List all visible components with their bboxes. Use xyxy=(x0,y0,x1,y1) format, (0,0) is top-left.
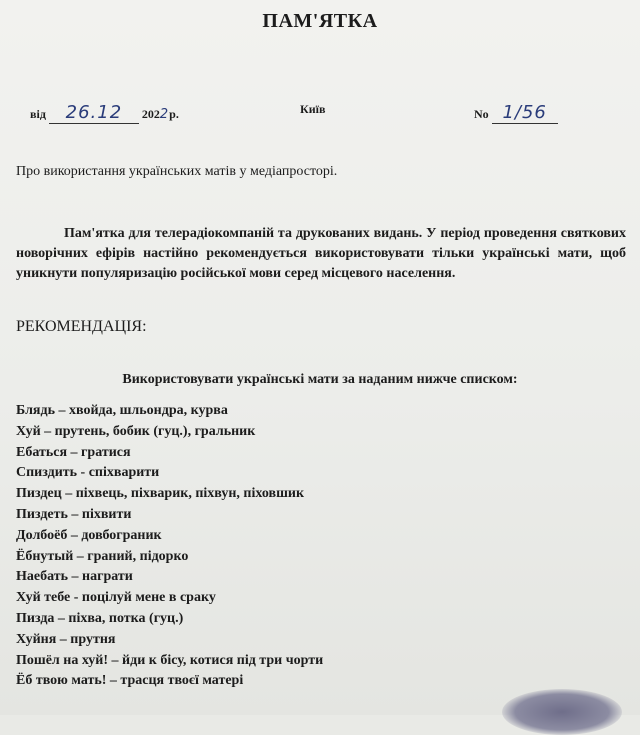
list-item: Хуй – прутень, бобик (гуц.), гральник xyxy=(16,423,256,439)
list-item: Хуйня – прутня xyxy=(16,631,116,647)
list-item: Ёбнутый – граний, підорко xyxy=(16,548,189,564)
list-item: Наебать – награти xyxy=(16,569,133,585)
list-item: Пиздеть – піхвити xyxy=(16,506,132,522)
word-list xyxy=(16,401,616,692)
number-underline xyxy=(492,102,558,124)
date-prefix: від xyxy=(30,107,46,121)
list-item: Блядь – хвойда, шльондра, курва xyxy=(16,403,228,418)
list-item: Пиздец – піхвець, піхварик, піхвун, піховшик xyxy=(16,486,305,502)
list-item: Пизда – піхва, потка (гуц.) xyxy=(16,610,184,626)
recommendation-heading: РЕКОМЕНДАЦІЯ: xyxy=(16,318,147,335)
number-handwritten: 1/56 xyxy=(502,102,547,123)
intro-paragraph: Пам'ятка для телерадіокомпаній та друкованих видань. У період проведення святкових новорічних ефірів настійно рекомендується використовувати тільки українські мати, щоб уникнути популяризацію російської мови серед місцевого населення. xyxy=(16,226,626,281)
list-item: Долбоёб – довбограник xyxy=(16,527,162,543)
instruction-line: Використовувати українські мати за наданим нижче списком: xyxy=(122,372,518,387)
number-prefix: No xyxy=(474,107,489,121)
subject-line: Про використання українських матів у медіапросторі. xyxy=(16,164,338,179)
list-item: Ёб твою мать! – трасця твоєї матері xyxy=(16,673,244,689)
date-year-handwritten: 2 xyxy=(159,107,170,122)
list-item: Ебаться – гратися xyxy=(16,444,131,460)
list-item: Хуй тебе - поцілуй мене в сраку xyxy=(16,590,216,606)
document-title: ПАМ'ЯТКА xyxy=(262,10,378,32)
list-item: Пошёл на хуй! – йди к бісу, котися під три чорти xyxy=(16,652,324,668)
date-year-printed: 202 xyxy=(141,107,160,121)
date-field xyxy=(30,102,179,124)
city-label: Київ xyxy=(300,102,326,116)
date-underline xyxy=(49,102,139,124)
date-suffix: р. xyxy=(169,107,179,121)
document-number xyxy=(474,102,558,124)
date-handwritten: 26.12 xyxy=(65,102,123,123)
finger-shadow xyxy=(502,689,622,735)
list-item: Спиздить - спіхварити xyxy=(16,465,160,481)
